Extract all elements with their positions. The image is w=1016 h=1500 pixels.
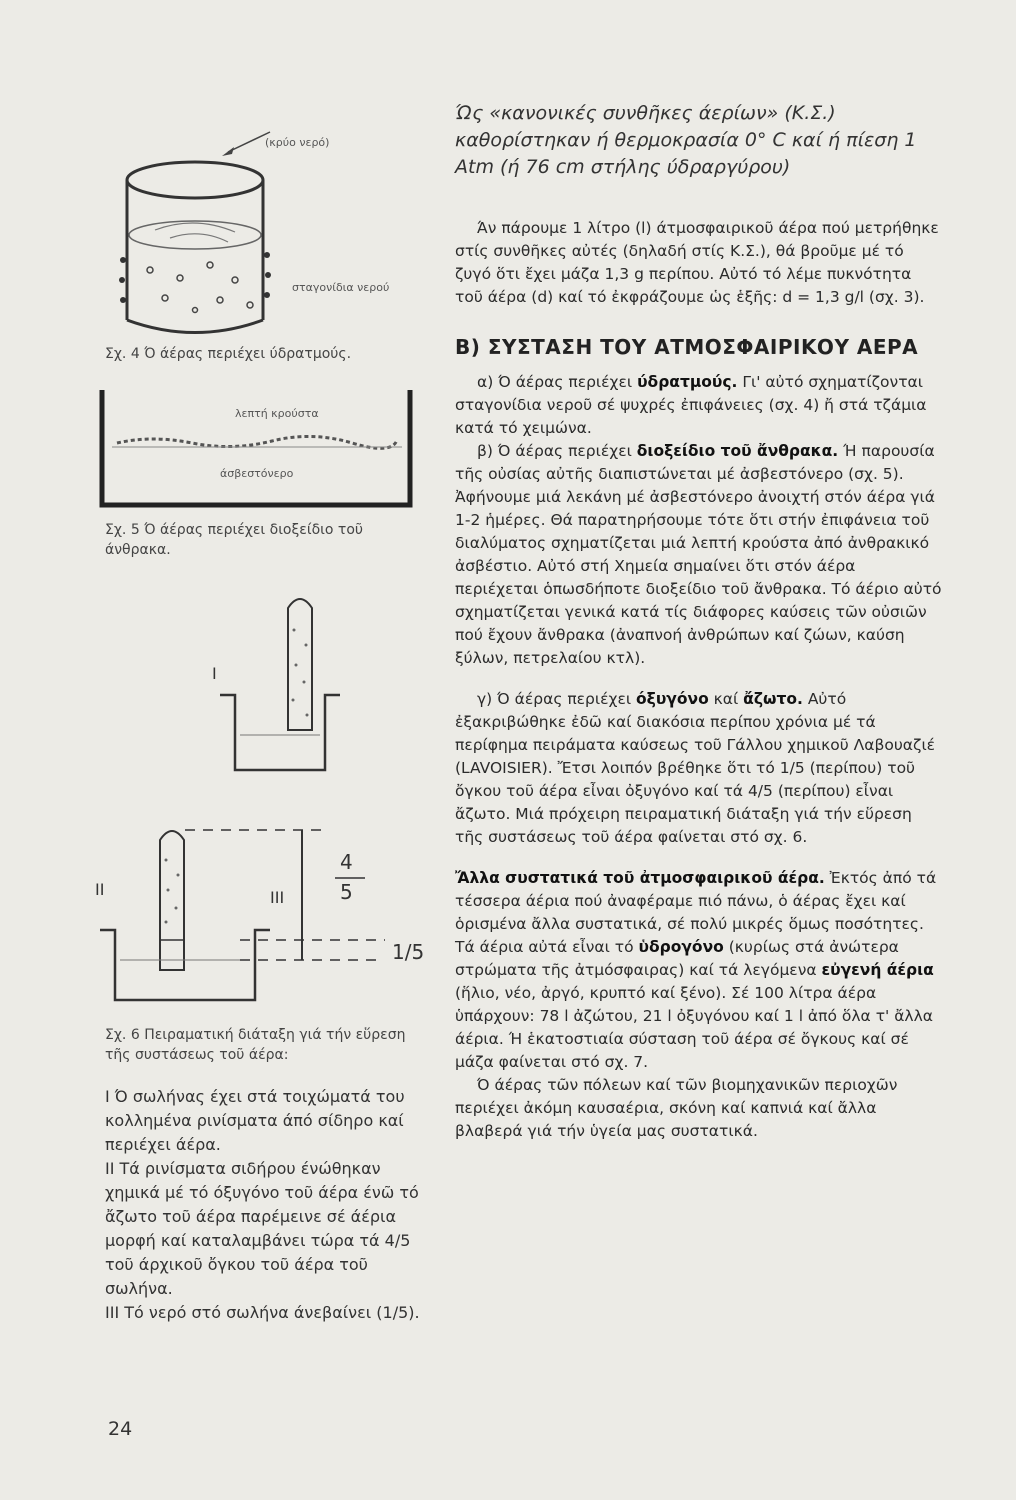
standard-conditions-note: Ώς «κανονικές συνθῆκες άερίων» (Κ.Σ.) καθορίστηκαν ή θερμοκρασία 0° C καί ή πίεση 1 Atm (ή 76 cm στήλης ύδραργύρου) <box>455 102 917 178</box>
figure-4-caption: Σχ. 4 Ό άέρας περιέχει ύδρατμούς. <box>105 346 352 362</box>
label-limewater: άσβεστόνερο <box>220 467 294 480</box>
label-water-droplets: σταγονίδια νερού <box>292 281 390 294</box>
legend-item-ii: ΙΙ Τά ρινίσματα σιδήρου ένώθηκαν χημικά μέ τό όξυγόνο τοῦ άέρα ένῶ τό ἄζωτο τοῦ άέρα παρέμεινε σέ άέρια μορφή καί καταλαμβάνει τώρα τά 4/5 τοῦ άρχικοῦ ὄγκου τοῦ άέρα τοῦ σωλήνα. <box>105 1159 419 1298</box>
section-heading: Β) ΣΥΣΤΑΣΗ ΤΟΥ ΑΤΜΟΣΦΑΙΡΙΚΟΥ ΑΕΡΑ <box>455 335 919 359</box>
legend-item-i: Ι Ό σωλήνας έχει στά τοιχώματά του κολλημένα ρινίσματα άπό σίδηρο καί περιέχει άέρα. <box>105 1087 405 1154</box>
page-number: 24 <box>108 1418 133 1440</box>
paragraph-other-components: Ἄλλα συστατικά τοῦ ἀτμοσφαιρικοῦ άέρα. Ἐκτός ἀπό τά τέσσερα άέρια πού ἀναφέραμε πιό πάνω, ὁ άέρας ἔχει καί ὁρισμένα ἄλλα συστατικά, σέ πολύ μικρές ὅμως ποσότητες. Τά άέρια αὐτά εἶναι τό ὑδρογόνο (κυρίως στά ἀνώτερα στρώματα τῆς ἀτμόσφαιρας) καί τά λεγόμενα εὐγενή άέρια (ἥλιο, νέο, ἀργό, κρυπτό καί ξένο). Σέ 100 λίτρα άέρα ὑπάρχουν: 78 l ἀζώτου, 21 l ὀξυγόνου καί 1 l ἀπό ὅλα τ' ἄλλα άέρια. Ή ἑκατοστιαία σύσταση τοῦ άέρα σέ ὄγκους καί σέ μάζα φαίνεται στό σχ. 7. <box>455 869 937 1071</box>
figure-4-beaker <box>110 120 430 350</box>
main-text-column <box>455 100 943 1143</box>
legend-item-iii: ΙΙΙ Τό νερό στό σωλήνα άνεβαίνει (1/5). <box>105 1303 420 1322</box>
label-setup-iii: III <box>270 888 285 907</box>
label-cold-water: (κρύο νερό) <box>265 136 330 149</box>
label-four: 4 <box>340 850 353 874</box>
label-setup-i: I <box>212 664 217 683</box>
figure-6-experiment <box>80 590 440 1010</box>
figure-6-caption: Σχ. 6 Πειραματική διάταξη γιά τήν εὕρεση τῆς συστάσεως τοῦ άέρα: <box>105 1027 406 1063</box>
label-setup-ii: II <box>95 880 105 899</box>
paragraph-carbon-dioxide: β) Ό άέρας περιέχει διοξείδιο τοῦ ἄνθρακα. Ή παρουσία τῆς οὐσίας αὐτῆς διαπιστώνεται μέ ἀσβεστόνερο (σχ. 5). Ἀφήνουμε μιά λεκάνη μέ ἀσβεστόνερο ἀνοιχτή στόν άέρα γιά 1-2 ἡμέρες. Θά παρατηρήσουμε τότε ὅτι στήν ἐπιφάνεια τοῦ διαλύματος σχηματίζεται μιά λεπτή κρούστα ἀπό ἀνθρακικό ἀσβέστιο. Αὐτό στή Χημεία σημαίνει ὅτι στόν άέρα περιέχεται ὁπωσδήποτε διοξείδιο τοῦ ἄνθρακα. Τό άέριο αὐτό σχηματίζεται γενικά κατά τίς διάφορες καύσεις τῶν οὐσιῶν πού ἔχουν ἄνθρακα (ἀναπνοή ἀνθρώπων καί ζώων, καύση ξύλων, πετρελαίου κτλ). <box>455 442 942 667</box>
figure-5-caption: Σχ. 5 Ό άέρας περιέχει διοξείδιο τοῦ άνθρακα. <box>105 522 364 558</box>
label-five: 5 <box>340 880 353 904</box>
paragraph-water-vapor: α) Ό άέρας περιέχει ύδρατμούς. Γι' αὐτό σχηματίζονται σταγονίδια νεροῦ σέ ψυχρές ἐπιφάνειες (σχ. 4) ἤ στά τζάμια κατά τό χειμώνα. <box>455 373 927 437</box>
label-one-fifth: 1/5 <box>392 940 425 964</box>
figure-6-legend <box>105 1085 435 1325</box>
label-thin-crust: λεπτή κρούστα <box>235 407 319 420</box>
paragraph-air-density: Άν πάρουμε 1 λίτρο (l) άτμοσφαιρικοῦ άέρα πού μετρήθηκε στίς συνθῆκες αὐτές (δηλαδή στίς Κ.Σ.), θά βροῦμε μέ τό ζυγό ὅτι ἔχει μάζα 1,3 g περίπου. Αὐτό τό λέμε πυκνότητα τοῦ άέρα (d) καί τό ἐκφράζουμε ὡς ἑξῆς: d = 1,3 g/l (σχ. 3). <box>455 219 939 306</box>
paragraph-oxygen-nitrogen: γ) Ό άέρας περιέχει όξυγόνο καί ἄζωτο. Αὐτό ἐξακριβώθηκε ἐδῶ καί διακόσια περίπου χρόνια μέ τά περίφημα πειράματα καύσεως τοῦ Γάλλου χημικοῦ Λαβουαζιέ (LAVOISIER). Ἔτσι λοιπόν βρέθηκε ὅτι τό 1/5 (περίπου) τοῦ ὄγκου τοῦ άέρα εἶναι ὀξυγόνο καί τά 4/5 (περίπου) εἶναι ἄζωτο. Μιά πρόχειρη πειραματική διάταξη γιά τήν εὕρεση τῆς συστάσεως τοῦ άέρα φαίνεται στό σχ. 6. <box>455 690 936 846</box>
paragraph-urban-air: Ό άέρας τῶν πόλεων καί τῶν βιομηχανικῶν περιοχῶν περιέχει ἀκόμη καυσαέρια, σκόνη καί καπνιά καί ἄλλα βλαβερά γιά τήν ὑγεία μας συστατικά. <box>455 1076 898 1140</box>
figure-5-basin <box>92 385 432 515</box>
